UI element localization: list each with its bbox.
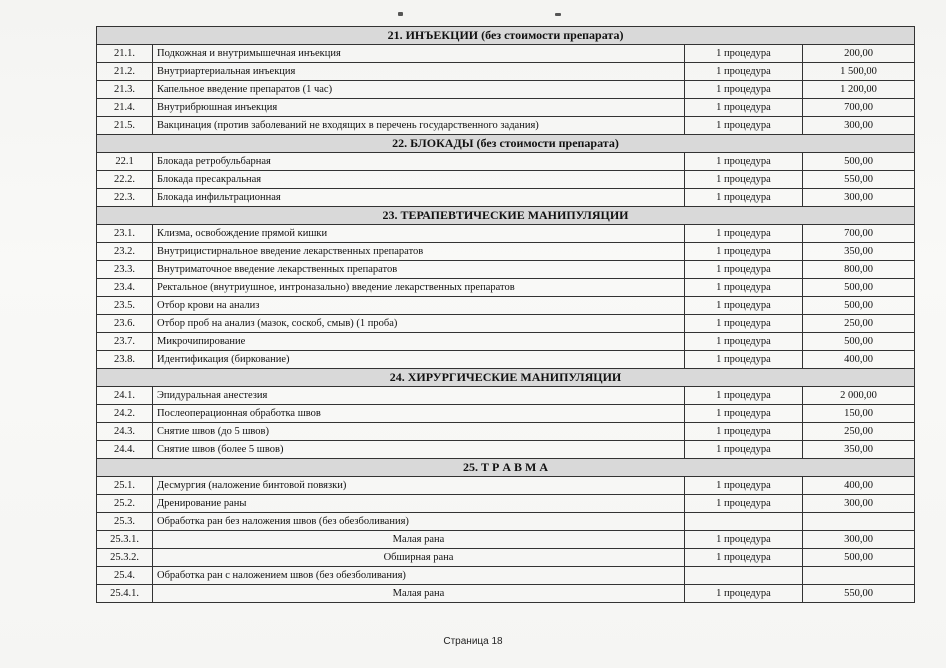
- item-number: 25.4.: [97, 567, 153, 585]
- item-number: 25.3.2.: [97, 549, 153, 567]
- service-price: 300,00: [803, 531, 915, 549]
- service-name: Микрочипирование: [153, 333, 685, 351]
- section-title: 21. ИНЪЕКЦИИ (без стоимости препарата): [97, 27, 915, 45]
- unit-of-measure: 1 процедура: [685, 225, 803, 243]
- service-price: 2 000,00: [803, 387, 915, 405]
- item-number: 21.3.: [97, 81, 153, 99]
- section-header-row: [97, 459, 915, 477]
- service-name: Обработка ран с наложением швов (без обезболивания): [153, 567, 685, 585]
- service-price: 700,00: [803, 99, 915, 117]
- unit-of-measure: 1 процедура: [685, 171, 803, 189]
- unit-of-measure: 1 процедура: [685, 495, 803, 513]
- unit-of-measure: 1 процедура: [685, 387, 803, 405]
- table-row: [97, 63, 915, 81]
- item-number: 25.3.1.: [97, 531, 153, 549]
- service-price: 250,00: [803, 423, 915, 441]
- service-name: Ректальное (внутриушное, интроназально) введение лекарственных препаратов: [153, 279, 685, 297]
- service-name: Внутрицистирнальное введение лекарственных препаратов: [153, 243, 685, 261]
- service-name: Малая рана: [153, 531, 685, 549]
- service-price: 1 500,00: [803, 63, 915, 81]
- service-name: Блокада инфильтрационная: [153, 189, 685, 207]
- item-number: 23.2.: [97, 243, 153, 261]
- service-name: Внутриматочное введение лекарственных препаратов: [153, 261, 685, 279]
- service-price: 300,00: [803, 189, 915, 207]
- unit-of-measure: 1 процедура: [685, 297, 803, 315]
- service-name: Идентификация (биркование): [153, 351, 685, 369]
- table-row: [97, 585, 915, 603]
- service-price: 250,00: [803, 315, 915, 333]
- unit-of-measure: 1 процедура: [685, 45, 803, 63]
- service-price: 350,00: [803, 243, 915, 261]
- service-price: [803, 567, 915, 585]
- service-name: Послеоперационная обработка швов: [153, 405, 685, 423]
- service-name: Снятие швов (более 5 швов): [153, 441, 685, 459]
- service-price: 200,00: [803, 45, 915, 63]
- unit-of-measure: 1 процедура: [685, 531, 803, 549]
- unit-of-measure: 1 процедура: [685, 261, 803, 279]
- scan-speck: [555, 13, 561, 16]
- unit-of-measure: 1 процедура: [685, 189, 803, 207]
- item-number: 23.1.: [97, 225, 153, 243]
- service-price: 150,00: [803, 405, 915, 423]
- service-name: Эпидуральная анестезия: [153, 387, 685, 405]
- section-header-row: [97, 369, 915, 387]
- service-name: Клизма, освобождение прямой кишки: [153, 225, 685, 243]
- item-number: 23.7.: [97, 333, 153, 351]
- service-price: 500,00: [803, 297, 915, 315]
- section-header-row: [97, 207, 915, 225]
- table-row: [97, 225, 915, 243]
- service-name: Обширная рана: [153, 549, 685, 567]
- service-name: Вакцинация (против заболеваний не входящих в перечень государственного задания): [153, 117, 685, 135]
- unit-of-measure: 1 процедура: [685, 117, 803, 135]
- unit-of-measure: 1 процедура: [685, 333, 803, 351]
- item-number: 21.5.: [97, 117, 153, 135]
- service-name: Блокада пресакральная: [153, 171, 685, 189]
- table-row: [97, 333, 915, 351]
- table-row: [97, 315, 915, 333]
- section-title: 24. ХИРУРГИЧЕСКИЕ МАНИПУЛЯЦИИ: [97, 369, 915, 387]
- table-row: [97, 81, 915, 99]
- item-number: 22.1: [97, 153, 153, 171]
- item-number: 22.3.: [97, 189, 153, 207]
- service-price: 400,00: [803, 351, 915, 369]
- service-name: Внутрибрюшная инъекция: [153, 99, 685, 117]
- item-number: 21.1.: [97, 45, 153, 63]
- unit-of-measure: [685, 567, 803, 585]
- item-number: 21.2.: [97, 63, 153, 81]
- item-number: 24.3.: [97, 423, 153, 441]
- table-row: [97, 45, 915, 63]
- section-header-row: [97, 27, 915, 45]
- item-number: 25.4.1.: [97, 585, 153, 603]
- unit-of-measure: 1 процедура: [685, 423, 803, 441]
- table-row: [97, 477, 915, 495]
- service-price: 500,00: [803, 549, 915, 567]
- section-title: 25. Т Р А В М А: [97, 459, 915, 477]
- unit-of-measure: 1 процедура: [685, 99, 803, 117]
- table-row: [97, 405, 915, 423]
- table-row: [97, 189, 915, 207]
- service-name: Дренирование раны: [153, 495, 685, 513]
- item-number: 23.4.: [97, 279, 153, 297]
- page-number: Страница 18: [443, 636, 503, 647]
- service-price: 500,00: [803, 153, 915, 171]
- item-number: 23.5.: [97, 297, 153, 315]
- service-name: Внутриартериальная инъекция: [153, 63, 685, 81]
- table-row: [97, 423, 915, 441]
- service-name: Подкожная и внутримышечная инъекция: [153, 45, 685, 63]
- item-number: 23.6.: [97, 315, 153, 333]
- service-price: 500,00: [803, 279, 915, 297]
- table-row: [97, 531, 915, 549]
- item-number: 24.4.: [97, 441, 153, 459]
- unit-of-measure: 1 процедура: [685, 279, 803, 297]
- service-price: 400,00: [803, 477, 915, 495]
- unit-of-measure: 1 процедура: [685, 405, 803, 423]
- table-row: [97, 513, 915, 531]
- item-number: 23.8.: [97, 351, 153, 369]
- price-table-body: [97, 27, 915, 603]
- service-price: 500,00: [803, 333, 915, 351]
- table-row: [97, 153, 915, 171]
- table-row: [97, 261, 915, 279]
- service-price: 800,00: [803, 261, 915, 279]
- unit-of-measure: 1 процедура: [685, 63, 803, 81]
- service-price: 700,00: [803, 225, 915, 243]
- item-number: 24.2.: [97, 405, 153, 423]
- service-name: Снятие швов (до 5 швов): [153, 423, 685, 441]
- unit-of-measure: 1 процедура: [685, 315, 803, 333]
- unit-of-measure: 1 процедура: [685, 585, 803, 603]
- table-row: [97, 495, 915, 513]
- service-name: Отбор проб на анализ (мазок, соскоб, смыв) (1 проба): [153, 315, 685, 333]
- table-row: [97, 351, 915, 369]
- service-name: Отбор крови на анализ: [153, 297, 685, 315]
- table-row: [97, 243, 915, 261]
- item-number: 22.2.: [97, 171, 153, 189]
- price-table: [96, 26, 915, 603]
- table-row: [97, 297, 915, 315]
- service-price: [803, 513, 915, 531]
- service-name: Десмургия (наложение бинтовой повязки): [153, 477, 685, 495]
- table-row: [97, 441, 915, 459]
- table-row: [97, 99, 915, 117]
- unit-of-measure: 1 процедура: [685, 153, 803, 171]
- service-name: Блокада ретробульбарная: [153, 153, 685, 171]
- item-number: 25.3.: [97, 513, 153, 531]
- unit-of-measure: 1 процедура: [685, 351, 803, 369]
- table-row: [97, 387, 915, 405]
- service-price: 350,00: [803, 441, 915, 459]
- section-header-row: [97, 135, 915, 153]
- unit-of-measure: 1 процедура: [685, 549, 803, 567]
- item-number: 21.4.: [97, 99, 153, 117]
- item-number: 24.1.: [97, 387, 153, 405]
- scan-speck: [398, 12, 403, 16]
- table-row: [97, 549, 915, 567]
- item-number: 23.3.: [97, 261, 153, 279]
- item-number: 25.1.: [97, 477, 153, 495]
- service-price: 550,00: [803, 585, 915, 603]
- section-title: 23. ТЕРАПЕВТИЧЕСКИЕ МАНИПУЛЯЦИИ: [97, 207, 915, 225]
- unit-of-measure: 1 процедура: [685, 243, 803, 261]
- unit-of-measure: 1 процедура: [685, 441, 803, 459]
- unit-of-measure: [685, 513, 803, 531]
- table-row: [97, 117, 915, 135]
- service-price: 300,00: [803, 495, 915, 513]
- table-row: [97, 567, 915, 585]
- table-row: [97, 279, 915, 297]
- service-price: 300,00: [803, 117, 915, 135]
- item-number: 25.2.: [97, 495, 153, 513]
- service-name: Капельное введение препаратов (1 час): [153, 81, 685, 99]
- service-name: Обработка ран без наложения швов (без обезболивания): [153, 513, 685, 531]
- section-title: 22. БЛОКАДЫ (без стоимости препарата): [97, 135, 915, 153]
- service-price: 1 200,00: [803, 81, 915, 99]
- service-name: Малая рана: [153, 585, 685, 603]
- service-price: 550,00: [803, 171, 915, 189]
- unit-of-measure: 1 процедура: [685, 81, 803, 99]
- table-row: [97, 171, 915, 189]
- unit-of-measure: 1 процедура: [685, 477, 803, 495]
